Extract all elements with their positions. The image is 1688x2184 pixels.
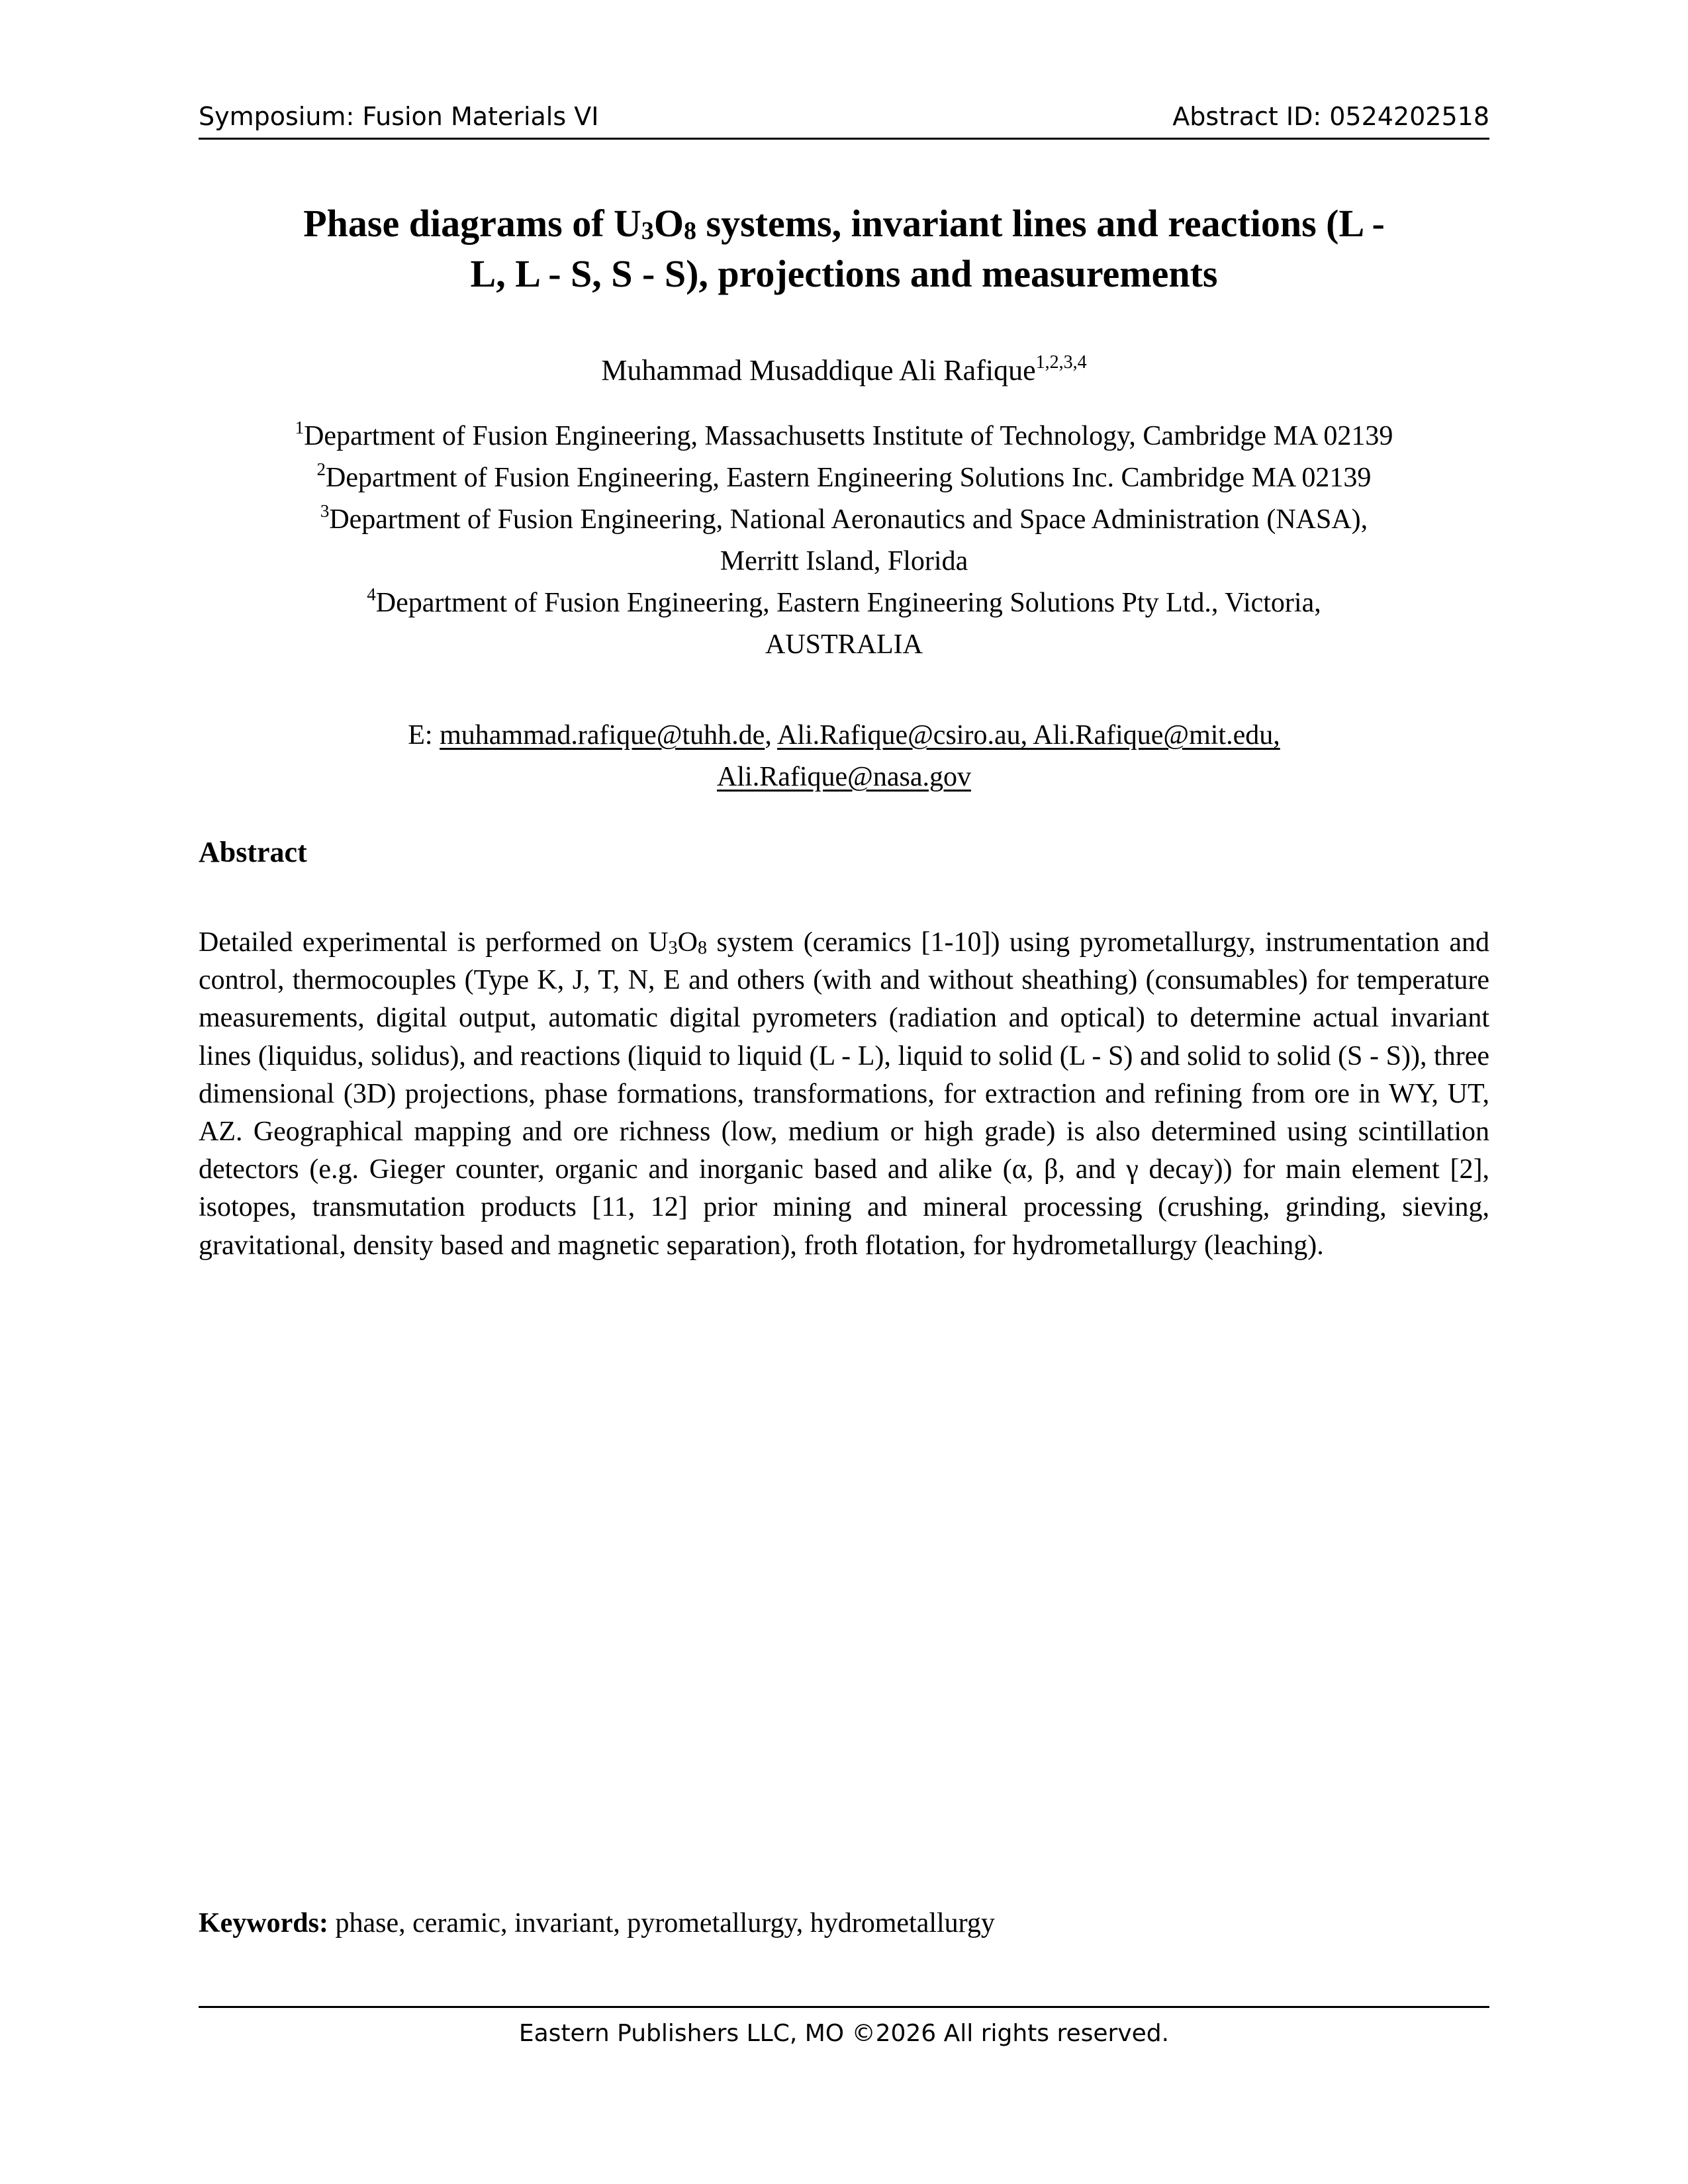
abstract-text: O [677, 927, 698, 958]
abstract-subscript: 3 [668, 938, 678, 958]
symposium-label: Symposium: Fusion Materials VI [199, 102, 599, 131]
email-line-2 [199, 756, 1489, 798]
author-line [199, 351, 1489, 390]
abstract-subscript: 8 [697, 938, 707, 958]
footer-divider [199, 2006, 1489, 2008]
email-link-csiro-mit[interactable]: Ali.Rafique@csiro.au, Ali.Rafique@mit.edu, [777, 720, 1280, 751]
abstract-id: Abstract ID: 0524202518 [1172, 102, 1489, 131]
affiliation-3-continuation: Merritt Island, Florida [720, 546, 968, 576]
header-divider [199, 138, 1489, 140]
email-link-tuhh[interactable]: muhammad.rafique@tuhh.de [440, 720, 765, 751]
affiliation-mark: 1 [295, 418, 305, 437]
affiliation-text: Department of Fusion Engineering, Eastern Engineering Solutions Inc. Cambridge MA 02139 [326, 463, 1372, 493]
abstract-text: system (ceramics [1-10]) using pyrometallurgy, instrumentation and control, thermocouples (Type K, J, T, N, E and others (with and without sheathing) (consumables) for temperature measurements, digital output, automatic digital pyrometers (radiation and optical) to determine actual invariant lines (liquidus, solidus), and reactions (liquid to liquid (L - L), liquid to solid (L - S) and solid to solid (S - S)), three dimensional (3D) projections, phase formations, transformations, for extraction and refining from ore in WY, UT, AZ. Geographical mapping and ore richness (low, medium or high grade) is also determined using scintillation detectors (e.g. Gieger counter, organic and inorganic based and alike (α, β, and γ decay)) for main element [2], isotopes, transmutation products [11, 12] prior mining and mineral processing (crushing, grinding, sieving, gravitational, density based and magnetic separation), froth flotation, for hydrometallurgy (leaching). [199, 927, 1489, 1261]
author-affiliation-marks: 1,2,3,4 [1035, 352, 1087, 373]
affiliation-4-continuation: AUSTRALIA [765, 629, 923, 660]
affiliation-2 [185, 457, 1503, 499]
keywords-line [199, 1903, 1489, 1943]
affiliation-mark: 2 [316, 459, 326, 479]
affiliation-4 [185, 582, 1503, 624]
affiliation-text: Department of Fusion Engineering, National Aeronautics and Space Administration (NASA), [329, 504, 1368, 535]
email-prefix: E: [408, 720, 440, 751]
title-subscript: 8 [684, 217, 697, 245]
affiliation-3 [185, 499, 1503, 541]
affiliations [185, 416, 1503, 666]
keywords-value: phase, ceramic, invariant, pyrometallurgy, hydrometallurgy [328, 1908, 995, 1938]
affiliation-text: Department of Fusion Engineering, Massachusetts Institute of Technology, Cambridge MA 02139 [304, 421, 1393, 451]
keywords-label: Keywords: [199, 1908, 328, 1938]
email-block [199, 715, 1489, 798]
abstract-body [199, 924, 1489, 1265]
title-text: O [653, 202, 684, 245]
author-name: Muhammad Musaddique Ali Rafique [601, 354, 1036, 387]
email-line-1 [199, 715, 1489, 756]
affiliation-mark: 4 [367, 584, 376, 604]
abstract-heading: Abstract [199, 836, 307, 868]
title-text-line2: L, L - S, S - S), projections and measurements [470, 252, 1218, 295]
email-link-nasa[interactable]: Ali.Rafique@nasa.gov [717, 762, 971, 792]
page-footer: Eastern Publishers LLC, MO ©2026 All rights reserved. [518, 2020, 1170, 2047]
email-separator: , [765, 720, 777, 751]
affiliation-mark: 3 [320, 501, 330, 521]
title-subscript: 3 [641, 217, 654, 245]
affiliation-text: Department of Fusion Engineering, Eastern Engineering Solutions Pty Ltd., Victoria, [375, 588, 1321, 618]
paper-title [199, 199, 1489, 299]
page-header [199, 101, 1489, 132]
title-text: Phase diagrams of U [303, 202, 641, 245]
abstract-text: Detailed experimental is performed on U [199, 927, 669, 958]
title-text: systems, invariant lines and reactions (L - [696, 202, 1385, 245]
affiliation-1 [185, 416, 1503, 457]
